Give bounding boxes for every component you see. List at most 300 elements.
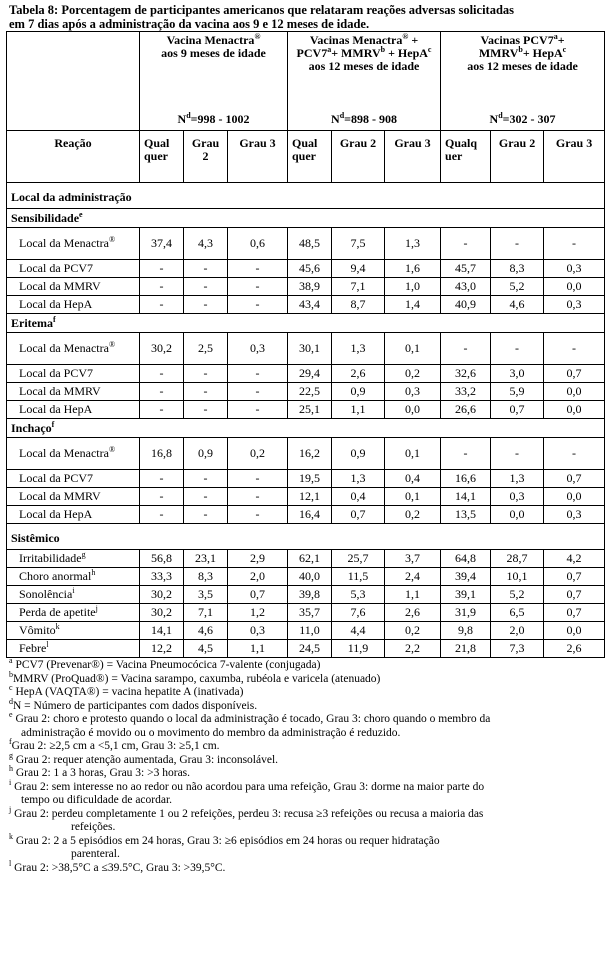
n-value: =998 - 1002 bbox=[190, 112, 250, 126]
table-row bbox=[7, 640, 605, 658]
table-cell: 3,5 bbox=[184, 586, 228, 604]
table-cell: 0,2 bbox=[385, 622, 441, 640]
subsection-row bbox=[7, 314, 605, 333]
table-cell: 5,3 bbox=[332, 586, 385, 604]
n-value: =898 - 908 bbox=[344, 112, 397, 126]
table-cell: 24,5 bbox=[288, 640, 332, 658]
table-cell: 0,0 bbox=[544, 622, 605, 640]
group-age: aos 9 meses de idade bbox=[161, 46, 266, 60]
row-label bbox=[7, 333, 140, 365]
table-cell: - bbox=[491, 333, 544, 365]
col-header: Grau 3 bbox=[228, 131, 288, 183]
table-cell: 30,1 bbox=[288, 333, 332, 365]
row-label bbox=[7, 506, 140, 524]
table-cell: 8,7 bbox=[332, 296, 385, 314]
table-cell: 16,4 bbox=[288, 506, 332, 524]
table-cell: 0,9 bbox=[332, 383, 385, 401]
text: + HepA bbox=[385, 46, 428, 60]
text: Irritabilidade bbox=[19, 551, 82, 565]
table-cell: 9,8 bbox=[441, 622, 491, 640]
table-cell: 5,2 bbox=[491, 278, 544, 296]
table-row bbox=[7, 568, 605, 586]
table-cell: - bbox=[491, 438, 544, 470]
table-cell: 5,2 bbox=[491, 586, 544, 604]
table-cell: - bbox=[228, 296, 288, 314]
table-cell: - bbox=[228, 260, 288, 278]
superscript: a bbox=[553, 32, 558, 41]
table-cell: - bbox=[441, 438, 491, 470]
superscript: l bbox=[46, 640, 49, 649]
table-cell: - bbox=[140, 365, 184, 383]
table-cell: - bbox=[491, 228, 544, 260]
text: Local da Menactra bbox=[19, 446, 109, 460]
table-cell: 33,3 bbox=[140, 568, 184, 586]
superscript: j bbox=[95, 604, 98, 613]
row-label bbox=[7, 568, 140, 586]
table-cell: 7,6 bbox=[332, 604, 385, 622]
footnotes bbox=[9, 656, 603, 875]
superscript: ® bbox=[108, 235, 116, 244]
footnote-text: PCV7 (Prevenar®) = Vacina Pneumocócica 7-valente (conjugada) bbox=[12, 659, 321, 671]
footnote-text: Grau 2: requer atenção aumentada, Grau 3: inconsolável. bbox=[13, 753, 279, 766]
text: Local da MMRV bbox=[19, 279, 101, 293]
table-cell: - bbox=[184, 488, 228, 506]
table-cell: 16,2 bbox=[288, 438, 332, 470]
footnote-text: Grau 2: 1 a 3 horas, Grau 3: >3 horas. bbox=[13, 767, 191, 779]
group-age: aos 12 meses de idade bbox=[467, 59, 578, 73]
table-cell: 3,0 bbox=[491, 365, 544, 383]
row-label bbox=[7, 586, 140, 604]
table-cell: 1,3 bbox=[385, 228, 441, 260]
table-cell: 0,0 bbox=[544, 488, 605, 506]
text: Inchaço bbox=[11, 421, 52, 435]
table-cell: - bbox=[184, 401, 228, 419]
footnote bbox=[9, 777, 603, 795]
table-cell: 37,4 bbox=[140, 228, 184, 260]
table-cell: - bbox=[140, 383, 184, 401]
footnote-text: HepA (VAQTA®) = vacina hepatite A (inativada) bbox=[12, 686, 244, 698]
text: Vômito bbox=[19, 623, 56, 637]
footnote bbox=[9, 656, 603, 673]
col-header: Qual quer bbox=[288, 131, 332, 183]
group-n bbox=[140, 113, 287, 126]
row-label bbox=[7, 488, 140, 506]
table-cell: 31,9 bbox=[441, 604, 491, 622]
table-row bbox=[7, 586, 605, 604]
table-cell: 0,3 bbox=[544, 506, 605, 524]
superscript: b bbox=[518, 45, 523, 54]
footnote bbox=[9, 750, 603, 768]
table-cell: 10,1 bbox=[491, 568, 544, 586]
table-cell: - bbox=[184, 470, 228, 488]
footnote-marker: f bbox=[9, 737, 12, 747]
col-header: Grau 3 bbox=[385, 131, 441, 183]
text: Local da HepA bbox=[19, 507, 93, 521]
table-row bbox=[7, 383, 605, 401]
table-cell: 1,1 bbox=[228, 640, 288, 658]
table-cell: 0,0 bbox=[544, 278, 605, 296]
section-title: Local da administração bbox=[7, 183, 605, 209]
group-header-row bbox=[7, 32, 605, 131]
table-cell: - bbox=[544, 333, 605, 365]
footnote-text: Grau 2: perdeu completamente 1 ou 2 refeições, perdeu 3: recusa ≥3 refeições ou recusa a maioria das bbox=[11, 807, 484, 820]
table-cell: 56,8 bbox=[140, 550, 184, 568]
table-row bbox=[7, 470, 605, 488]
superscript: ® bbox=[402, 32, 409, 41]
text: Febre bbox=[19, 641, 47, 655]
table-cell: 6,5 bbox=[491, 604, 544, 622]
table-cell: 29,4 bbox=[288, 365, 332, 383]
text: N bbox=[331, 112, 340, 126]
footnote-marker: g bbox=[9, 750, 13, 760]
table-cell: 0,3 bbox=[228, 622, 288, 640]
footnote-marker: j bbox=[9, 804, 12, 814]
row-label bbox=[7, 383, 140, 401]
superscript: ® bbox=[108, 445, 116, 454]
subsection-title bbox=[7, 314, 605, 333]
text: Eritema bbox=[11, 316, 53, 330]
text: + bbox=[557, 33, 565, 47]
footnote-marker: b bbox=[9, 669, 13, 679]
table-cell: - bbox=[184, 365, 228, 383]
table-cell: 0,0 bbox=[544, 401, 605, 419]
superscript: g bbox=[81, 550, 86, 559]
table-cell: 30,2 bbox=[140, 586, 184, 604]
col-header: Grau 2 bbox=[184, 131, 228, 183]
footnote-marker: h bbox=[9, 764, 13, 774]
footnote-marker: d bbox=[9, 696, 13, 706]
table-cell: 48,5 bbox=[288, 228, 332, 260]
table-cell: 40,0 bbox=[288, 568, 332, 586]
table-row bbox=[7, 550, 605, 568]
table-cell: - bbox=[228, 401, 288, 419]
table-cell: 0,4 bbox=[385, 470, 441, 488]
row-label bbox=[7, 550, 140, 568]
table-cell: 2,0 bbox=[491, 622, 544, 640]
table-row bbox=[7, 604, 605, 622]
footnote-continuation: tempo ou dificuldade de acordar. bbox=[21, 794, 173, 806]
row-label bbox=[7, 604, 140, 622]
superscript: c bbox=[427, 45, 432, 54]
table-cell: - bbox=[441, 333, 491, 365]
footnote-marker: c bbox=[9, 683, 13, 693]
table-cell: 0,3 bbox=[385, 383, 441, 401]
footnote bbox=[9, 804, 603, 822]
table-cell: 1,2 bbox=[228, 604, 288, 622]
table-cell: 1,3 bbox=[491, 470, 544, 488]
table-cell: 11,9 bbox=[332, 640, 385, 658]
n-value: =302 - 307 bbox=[502, 112, 556, 126]
table-cell: 2,6 bbox=[544, 640, 605, 658]
table-row bbox=[7, 260, 605, 278]
table-cell: 43,0 bbox=[441, 278, 491, 296]
table-cell: 40,9 bbox=[441, 296, 491, 314]
table-cell: 30,2 bbox=[140, 333, 184, 365]
table-cell: 0,7 bbox=[544, 604, 605, 622]
footnote-text: Grau 2: >38,5°C a ≤39.5°C, Grau 3: >39,5°C. bbox=[11, 861, 226, 874]
group-age: aos 12 meses de idade bbox=[308, 59, 420, 73]
footnote bbox=[9, 764, 603, 781]
text: N bbox=[177, 112, 187, 126]
table-row bbox=[7, 622, 605, 640]
table-cell: - bbox=[228, 488, 288, 506]
table-cell: 0,0 bbox=[491, 506, 544, 524]
text: Local da PCV7 bbox=[19, 261, 93, 275]
col-header: Qualq uer bbox=[441, 131, 491, 183]
text: PCV7 bbox=[296, 46, 328, 60]
table-cell: 4,5 bbox=[184, 640, 228, 658]
table-cell: 0,7 bbox=[544, 365, 605, 383]
table-row bbox=[7, 438, 605, 470]
table-cell: 3,7 bbox=[385, 550, 441, 568]
table-cell: - bbox=[184, 260, 228, 278]
superscript: e bbox=[79, 210, 83, 219]
column-header-row bbox=[7, 131, 605, 183]
footnote bbox=[9, 669, 603, 687]
table-cell: 43,4 bbox=[288, 296, 332, 314]
table-cell: 7,1 bbox=[332, 278, 385, 296]
row-label bbox=[7, 228, 140, 260]
footnote-text: Grau 2: 2 a 5 episódios em 24 horas, Grau 3: ≥6 episódios em 24 horas ou requer hidratação bbox=[13, 834, 440, 847]
table-cell: 21,8 bbox=[441, 640, 491, 658]
table-cell: 0,3 bbox=[544, 260, 605, 278]
superscript: ® bbox=[254, 32, 261, 41]
text: Sensibilidade bbox=[11, 211, 80, 225]
table-cell: 38,9 bbox=[288, 278, 332, 296]
table-cell: 45,6 bbox=[288, 260, 332, 278]
footnote-text: Grau 2: ≥2,5 cm a <5,1 cm, Grau 3: ≥5,1 cm. bbox=[11, 740, 220, 752]
empty-corner bbox=[7, 32, 140, 131]
superscript: b bbox=[380, 45, 386, 54]
text: Perda de apetite bbox=[19, 605, 96, 619]
table-cell: 25,1 bbox=[288, 401, 332, 419]
table-cell: 1,6 bbox=[385, 260, 441, 278]
table-cell: 0,7 bbox=[332, 506, 385, 524]
table-cell: 14,1 bbox=[441, 488, 491, 506]
title-line-2: em 7 dias após a administração da vacina aos 9 e 12 meses de idade. bbox=[9, 17, 370, 31]
footnote bbox=[9, 710, 603, 727]
document bbox=[5, 3, 605, 875]
table-cell: 2,5 bbox=[184, 333, 228, 365]
adverse-reactions-table bbox=[6, 31, 605, 658]
table-cell: - bbox=[184, 506, 228, 524]
footnote bbox=[9, 683, 603, 700]
section-sistemico bbox=[7, 524, 605, 550]
table-cell: 4,6 bbox=[184, 622, 228, 640]
table-cell: - bbox=[228, 278, 288, 296]
table-cell: - bbox=[184, 296, 228, 314]
text: Vacina Menactra bbox=[166, 33, 255, 47]
table-cell: 0,7 bbox=[544, 470, 605, 488]
table-cell: 0,7 bbox=[544, 586, 605, 604]
table-cell: 0,3 bbox=[544, 296, 605, 314]
section-local bbox=[7, 183, 605, 209]
table-cell: 39,1 bbox=[441, 586, 491, 604]
footnote-continuation: refeições. bbox=[71, 821, 116, 833]
text: N bbox=[489, 112, 499, 126]
superscript: d bbox=[339, 111, 345, 120]
table-cell: 0,1 bbox=[385, 488, 441, 506]
subsection-title bbox=[7, 209, 605, 228]
row-label bbox=[7, 296, 140, 314]
table-cell: 0,7 bbox=[228, 586, 288, 604]
superscript: a bbox=[327, 45, 332, 54]
table-cell: 0,3 bbox=[491, 488, 544, 506]
text: Local da HepA bbox=[19, 402, 93, 416]
table-cell: - bbox=[140, 488, 184, 506]
group-header-1 bbox=[140, 32, 288, 131]
superscript: h bbox=[91, 568, 96, 577]
table-cell: 2,0 bbox=[228, 568, 288, 586]
table-cell: - bbox=[228, 506, 288, 524]
text: Vacinas Menactra bbox=[309, 33, 403, 47]
footnote-marker: a bbox=[9, 656, 13, 666]
footnote-marker: e bbox=[9, 710, 13, 720]
text: + MMRV bbox=[331, 46, 381, 60]
table-cell: - bbox=[228, 383, 288, 401]
col-header: Grau 2 bbox=[491, 131, 544, 183]
table-row bbox=[7, 488, 605, 506]
text: Local da MMRV bbox=[19, 384, 101, 398]
table-row bbox=[7, 278, 605, 296]
text: Local da Menactra bbox=[19, 236, 109, 250]
table-cell: 1,1 bbox=[385, 586, 441, 604]
table-cell: 0,0 bbox=[385, 401, 441, 419]
table-cell: 16,6 bbox=[441, 470, 491, 488]
table-cell: 62,1 bbox=[288, 550, 332, 568]
row-label bbox=[7, 622, 140, 640]
table-cell: - bbox=[140, 470, 184, 488]
row-label bbox=[7, 365, 140, 383]
table-cell: - bbox=[544, 228, 605, 260]
footnote bbox=[9, 831, 603, 849]
table-cell: - bbox=[184, 278, 228, 296]
table-row bbox=[7, 296, 605, 314]
row-label bbox=[7, 438, 140, 470]
text: Local da PCV7 bbox=[19, 366, 93, 380]
table-cell: 0,4 bbox=[332, 488, 385, 506]
text: Local da Menactra bbox=[19, 341, 109, 355]
table-cell: - bbox=[140, 401, 184, 419]
table-cell: 4,4 bbox=[332, 622, 385, 640]
table-cell: 4,6 bbox=[491, 296, 544, 314]
superscript: f bbox=[51, 420, 55, 429]
table-cell: 0,3 bbox=[228, 333, 288, 365]
table-cell: 8,3 bbox=[184, 568, 228, 586]
table-cell: 12,1 bbox=[288, 488, 332, 506]
table-row bbox=[7, 401, 605, 419]
table-cell: - bbox=[544, 438, 605, 470]
table-cell: 45,7 bbox=[441, 260, 491, 278]
row-label bbox=[7, 640, 140, 658]
footnote-text: N = Número de participantes com dados disponíveis. bbox=[13, 699, 258, 712]
table-cell: 2,6 bbox=[385, 604, 441, 622]
table-cell: 4,3 bbox=[184, 228, 228, 260]
table-cell: 35,7 bbox=[288, 604, 332, 622]
superscript: d bbox=[498, 111, 503, 120]
superscript: k bbox=[55, 622, 60, 631]
table-cell: 23,1 bbox=[184, 550, 228, 568]
table-cell: 0,9 bbox=[332, 438, 385, 470]
table-cell: 22,5 bbox=[288, 383, 332, 401]
row-label bbox=[7, 470, 140, 488]
text: Choro anormal bbox=[19, 569, 92, 583]
row-label bbox=[7, 260, 140, 278]
table-cell: 25,7 bbox=[332, 550, 385, 568]
table-cell: 13,5 bbox=[441, 506, 491, 524]
footnote-text: MMRV (ProQuad®) = Vacina sarampo, caxumba, rubéola e varicela (atenuado) bbox=[13, 672, 381, 685]
text: Local da PCV7 bbox=[19, 471, 93, 485]
superscript: i bbox=[72, 586, 75, 595]
text: Vacinas PCV7 bbox=[480, 33, 554, 47]
group-n bbox=[441, 113, 604, 126]
table-cell: - bbox=[140, 506, 184, 524]
text: Sonolência bbox=[19, 587, 73, 601]
footnote-marker: k bbox=[9, 831, 13, 841]
row-label bbox=[7, 401, 140, 419]
table-cell: 7,1 bbox=[184, 604, 228, 622]
table-cell: 8,3 bbox=[491, 260, 544, 278]
footnote-marker: l bbox=[9, 858, 12, 868]
table-row bbox=[7, 365, 605, 383]
footnote-continuation: parenteral. bbox=[71, 848, 120, 860]
table-cell: 11,0 bbox=[288, 622, 332, 640]
table-row bbox=[7, 506, 605, 524]
table-cell: - bbox=[228, 470, 288, 488]
table-title bbox=[9, 3, 605, 31]
superscript: f bbox=[52, 315, 56, 324]
table-cell: 16,8 bbox=[140, 438, 184, 470]
col-reacao: Reação bbox=[7, 131, 140, 183]
footnote bbox=[9, 696, 603, 714]
table-cell: 7,5 bbox=[332, 228, 385, 260]
table-cell: - bbox=[228, 365, 288, 383]
table-cell: 2,6 bbox=[332, 365, 385, 383]
table-cell: 7,3 bbox=[491, 640, 544, 658]
text: + bbox=[408, 33, 419, 47]
footnote-continuation: administração é movido ou o movimento do membro da administração é reduzido. bbox=[21, 726, 401, 739]
group-n bbox=[288, 113, 440, 126]
text: MMRV bbox=[478, 46, 519, 60]
table-cell: 2,9 bbox=[228, 550, 288, 568]
table-cell: 1,1 bbox=[332, 401, 385, 419]
subsection-title bbox=[7, 419, 605, 438]
table-cell: 39,4 bbox=[441, 568, 491, 586]
table-cell: 14,1 bbox=[140, 622, 184, 640]
table-cell: - bbox=[184, 383, 228, 401]
table-cell: 12,2 bbox=[140, 640, 184, 658]
table-cell: 0,0 bbox=[544, 383, 605, 401]
table-cell: 11,5 bbox=[332, 568, 385, 586]
table-row bbox=[7, 228, 605, 260]
footnote-marker: i bbox=[9, 777, 12, 787]
table-cell: 0,2 bbox=[385, 506, 441, 524]
table-cell: 1,4 bbox=[385, 296, 441, 314]
col-header: Grau 3 bbox=[544, 131, 605, 183]
table-cell: 64,8 bbox=[441, 550, 491, 568]
text: Local da HepA bbox=[19, 297, 93, 311]
table-cell: 4,2 bbox=[544, 550, 605, 568]
superscript: ® bbox=[108, 340, 116, 349]
table-cell: 1,0 bbox=[385, 278, 441, 296]
table-cell: - bbox=[140, 278, 184, 296]
table-cell: 0,7 bbox=[544, 568, 605, 586]
subsection-row bbox=[7, 419, 605, 438]
text: Local da MMRV bbox=[19, 489, 101, 503]
table-cell: 0,2 bbox=[228, 438, 288, 470]
col-header: Qual quer bbox=[140, 131, 184, 183]
table-cell: 0,1 bbox=[385, 438, 441, 470]
